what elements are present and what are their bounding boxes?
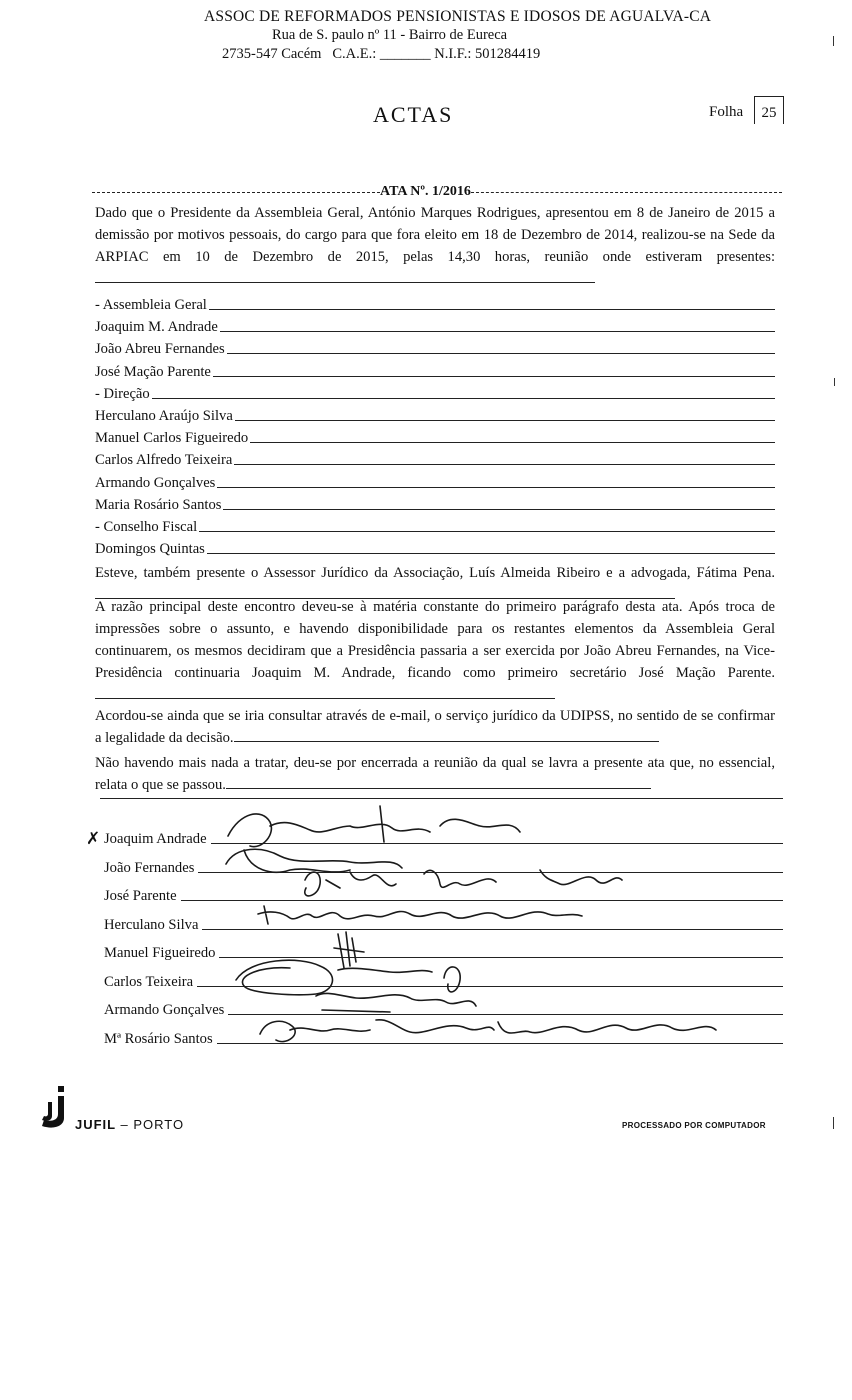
jufil-logo-icon (34, 1084, 74, 1130)
signature-line (217, 1043, 783, 1044)
attendee-name: Maria Rosário Santos (95, 496, 222, 513)
dash-right (471, 192, 782, 193)
folha-label: Folha (709, 104, 744, 120)
attendee-row (95, 492, 775, 514)
fill-line (234, 464, 775, 465)
attendee-name: José Mação Parente (95, 363, 211, 380)
paragraph-closing (95, 752, 775, 796)
attendee-name: Domingos Quintas (95, 541, 205, 558)
signature-row (104, 1022, 783, 1048)
attendee-name: - Assembleia Geral (95, 297, 207, 313)
fill-line (152, 398, 775, 399)
signature-line (198, 872, 783, 873)
signature-row (104, 822, 783, 848)
fill-line (223, 509, 775, 510)
attendee-name: Armando Gonçalves (95, 474, 216, 491)
attendee-row (95, 447, 775, 469)
fill-line (226, 788, 651, 789)
organization-address: Rua de S. paulo nº 11 - Bairro de Eureca (272, 27, 508, 43)
margin-tick (833, 36, 834, 46)
signature-row (104, 936, 783, 962)
paragraph-text: Acordou-se ainda que se iria consultar através de e-mail, o serviço jurídico da UDIPSS, no sentido de se confirmar a legalidade da decisão. (95, 708, 775, 746)
footer-note: PROCESSADO POR COMPUTADOR (622, 1121, 766, 1130)
attendee-name: Carlos Alfredo Teixeira (95, 452, 233, 469)
attendee-name: - Conselho Fiscal (95, 519, 198, 535)
attendee-row (95, 381, 775, 403)
folha-number: 25 (754, 96, 784, 124)
signature-row (104, 993, 783, 1019)
signature-row (104, 851, 783, 877)
signatory-name: Mª Rosário Santos (104, 1030, 213, 1047)
intro-paragraph (95, 202, 775, 290)
attendee-row (95, 514, 775, 536)
signatory-name: Armando Gonçalves (104, 1002, 225, 1018)
attendee-row (95, 314, 775, 336)
fill-line (95, 282, 595, 283)
fill-line (213, 376, 775, 377)
ata-title-line (92, 184, 782, 200)
margin-tick (833, 1117, 834, 1129)
separator-line (100, 798, 783, 799)
book-title: ACTAS (373, 102, 454, 127)
attendee-row (95, 292, 775, 314)
brand-name: JUFIL (75, 1117, 116, 1132)
fill-line (250, 442, 775, 443)
dash-left (92, 192, 380, 193)
paragraph-decision (95, 596, 775, 706)
fill-line (199, 531, 775, 532)
fill-line (227, 353, 775, 354)
signatory-name: José Parente (104, 888, 177, 904)
signature-line (211, 843, 783, 844)
signatory-name: Herculano Silva (104, 916, 199, 933)
signature-line (181, 900, 783, 901)
signatory-name: Carlos Teixeira (104, 973, 194, 990)
signatory-name: Joaquim Andrade (104, 831, 207, 847)
signature-line (202, 929, 783, 930)
attendee-row (95, 536, 775, 558)
signatory-name: João Fernandes (104, 859, 195, 876)
signature-row (104, 965, 783, 991)
attendee-row (95, 336, 775, 358)
fill-line (234, 741, 659, 742)
attendee-row (95, 470, 775, 492)
paragraph-text: A razão principal deste encontro deveu-se à matéria constante do primeiro parágrafo desta ata. Após troca de impressões sobre o assunto, e havendo disponibilidade para os restantes elementos da Assembleia Geral continuarem, os mesmos decidiram que a Presidência passaria a ser exercida por João Abreu Fernandes, na Vice-Presidência continuaria Joaquim M. Andrade, ficando como primeiro secretário José Mação Parente. (95, 599, 775, 681)
fill-line (220, 331, 775, 332)
fill-line (95, 698, 555, 699)
attendee-name: João Abreu Fernandes (95, 341, 225, 358)
attendee-name: - Direção (95, 385, 150, 402)
paragraph-text: Não havendo mais nada a tratar, deu-se por encerrada a reunião da qual se lavra a presente ata que, no essencial, relata o que se passou. (95, 755, 775, 793)
attendee-row (95, 403, 775, 425)
paragraph-udipss (95, 705, 775, 749)
fill-line (209, 309, 775, 310)
signature-line (219, 957, 783, 958)
cross-mark-icon: ✗ (86, 829, 101, 848)
attendee-name: Herculano Araújo Silva (95, 408, 233, 424)
ata-title: ATA Nº. 1/2016 (380, 184, 471, 199)
attendee-name: Manuel Carlos Figueiredo (95, 430, 249, 447)
signature-row (104, 879, 783, 905)
intro-text: Dado que o Presidente da Assembleia Geral, António Marques Rodrigues, apresentou em 8 de Janeiro de 2015 a demissão por motivos pessoais, do cargo para que fora eleito em 18 de Dezembro de 2014, realizou-se na Sede da ARPIAC em 10 de Dezembro de 2015, pelas 14,30 horas, reunião onde estiveram presentes: (95, 205, 775, 265)
fill-line (235, 420, 775, 421)
attendee-row (95, 359, 775, 381)
fill-line (207, 553, 775, 554)
signature-row (104, 908, 783, 934)
attendee-row (95, 425, 775, 447)
signature-line (228, 1014, 783, 1015)
brand-city: – PORTO (120, 1117, 185, 1132)
organization-name: ASSOC DE REFORMADOS PENSIONISTAS E IDOSOS DE AGUALVA-CA (204, 8, 712, 25)
organization-ids: 2735-547 Cacém C.A.E.: _______ N.I.F.: 501284419 (222, 46, 541, 62)
paragraph-text: Esteve, também presente o Assessor Jurídico da Associação, Luís Almeida Ribeiro e a advogada, Fátima Pena. (95, 565, 775, 581)
signature-line (197, 986, 783, 987)
signatory-name: Manuel Figueiredo (104, 945, 216, 961)
margin-tick (834, 378, 835, 386)
attendee-name: Joaquim M. Andrade (95, 319, 218, 336)
footer-brand (75, 1117, 184, 1132)
fill-line (217, 487, 775, 488)
